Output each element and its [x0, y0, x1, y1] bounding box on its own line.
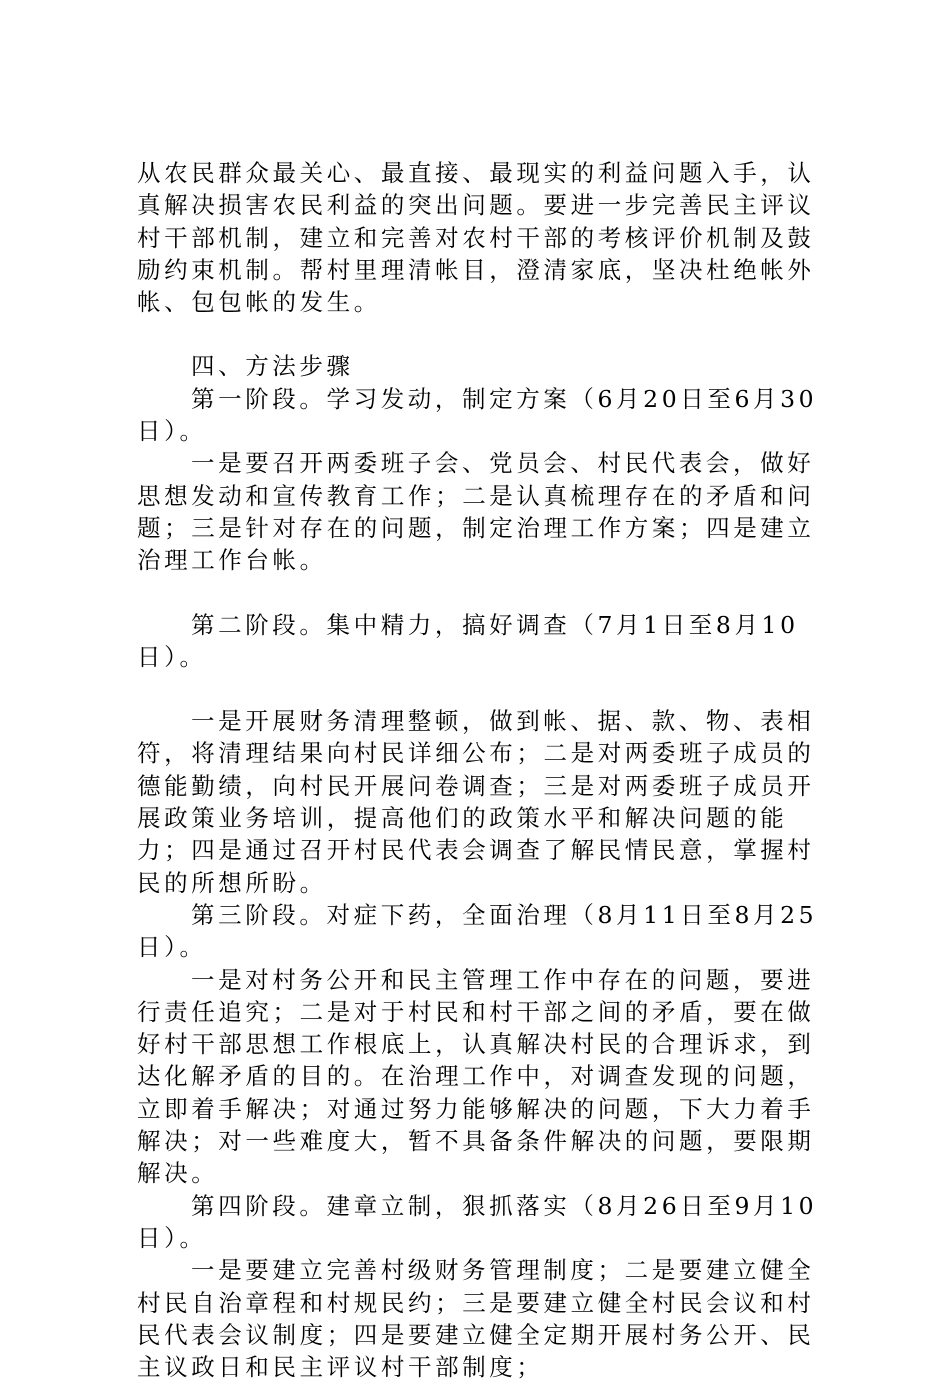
stage-three-heading: 第三阶段。对症下药，全面治理（8月11日至8月25日）。	[137, 900, 818, 962]
paragraph-gap	[137, 318, 827, 350]
stage-four-heading: 第四阶段。建章立制，狠抓落实（8月26日至9月10日）。	[137, 1191, 818, 1252]
stage-three-body: 一是对村务公开和民主管理工作中存在的问题，要进行责任追究；二是对于村民和村干部之间的矛盾，要在做好村干部思想工作根底上，认真解决村民的合理诉求，到达化解矛盾的目的。在治理工作中，对调查发现的问题，立即着手解决；对通过努力能够解决的问题，下大力着手解决；对一些难度大，暂不具备条件解决的问题，要限期解决。	[137, 965, 815, 1188]
section-heading-methods: 四、方法步骤	[191, 352, 354, 381]
stage-one-body: 一是要召开两委班子会、党员会、村民代表会，做好思想发动和宣传教育工作；二是认真梳理存在的矛盾和问题；三是针对存在的问题，制定治理工作方案；四是建立治理工作台帐。	[137, 449, 815, 575]
document-body	[137, 157, 827, 1383]
stage-four-body: 一是要建立完善村级财务管理制度；二是要建立健全村民自治章程和村规民约；三是要建立健全村民会议和村民代表会议制度；四是要建立健全定期开展村务公开、民主议政日和民主评议村干部制度；	[137, 1256, 815, 1382]
paragraph-gap	[137, 673, 827, 705]
paragraph-gap	[137, 577, 827, 609]
stage-two-body: 一是开展财务清理整顿，做到帐、据、款、物、表相符，将清理结果向村民详细公布；二是对两委班子成员的德能勤绩，向村民开展问卷调查；三是对两委班子成员开展政策业务培训，提高他们的政策水平和解决问题的能力；四是通过召开村民代表会调查了解民情民意，掌握村民的所想所盼。	[137, 707, 815, 897]
stage-one-heading: 第一阶段。学习发动，制定方案（6月20日至6月30日）。	[137, 384, 818, 446]
paragraph-intro: 从农民群众最关心、最直接、最现实的利益问题入手，认真解决损害农民利益的突出问题。要进一步完善民主评议村干部机制，建立和完善对农村干部的考核评价机制及鼓励约束机制。帮村里理清帐目，澄清家底，坚决杜绝帐外帐、包包帐的发生。	[137, 159, 815, 317]
stage-two-heading: 第二阶段。集中精力，搞好调查（7月1日至8月10日）。	[137, 610, 799, 671]
